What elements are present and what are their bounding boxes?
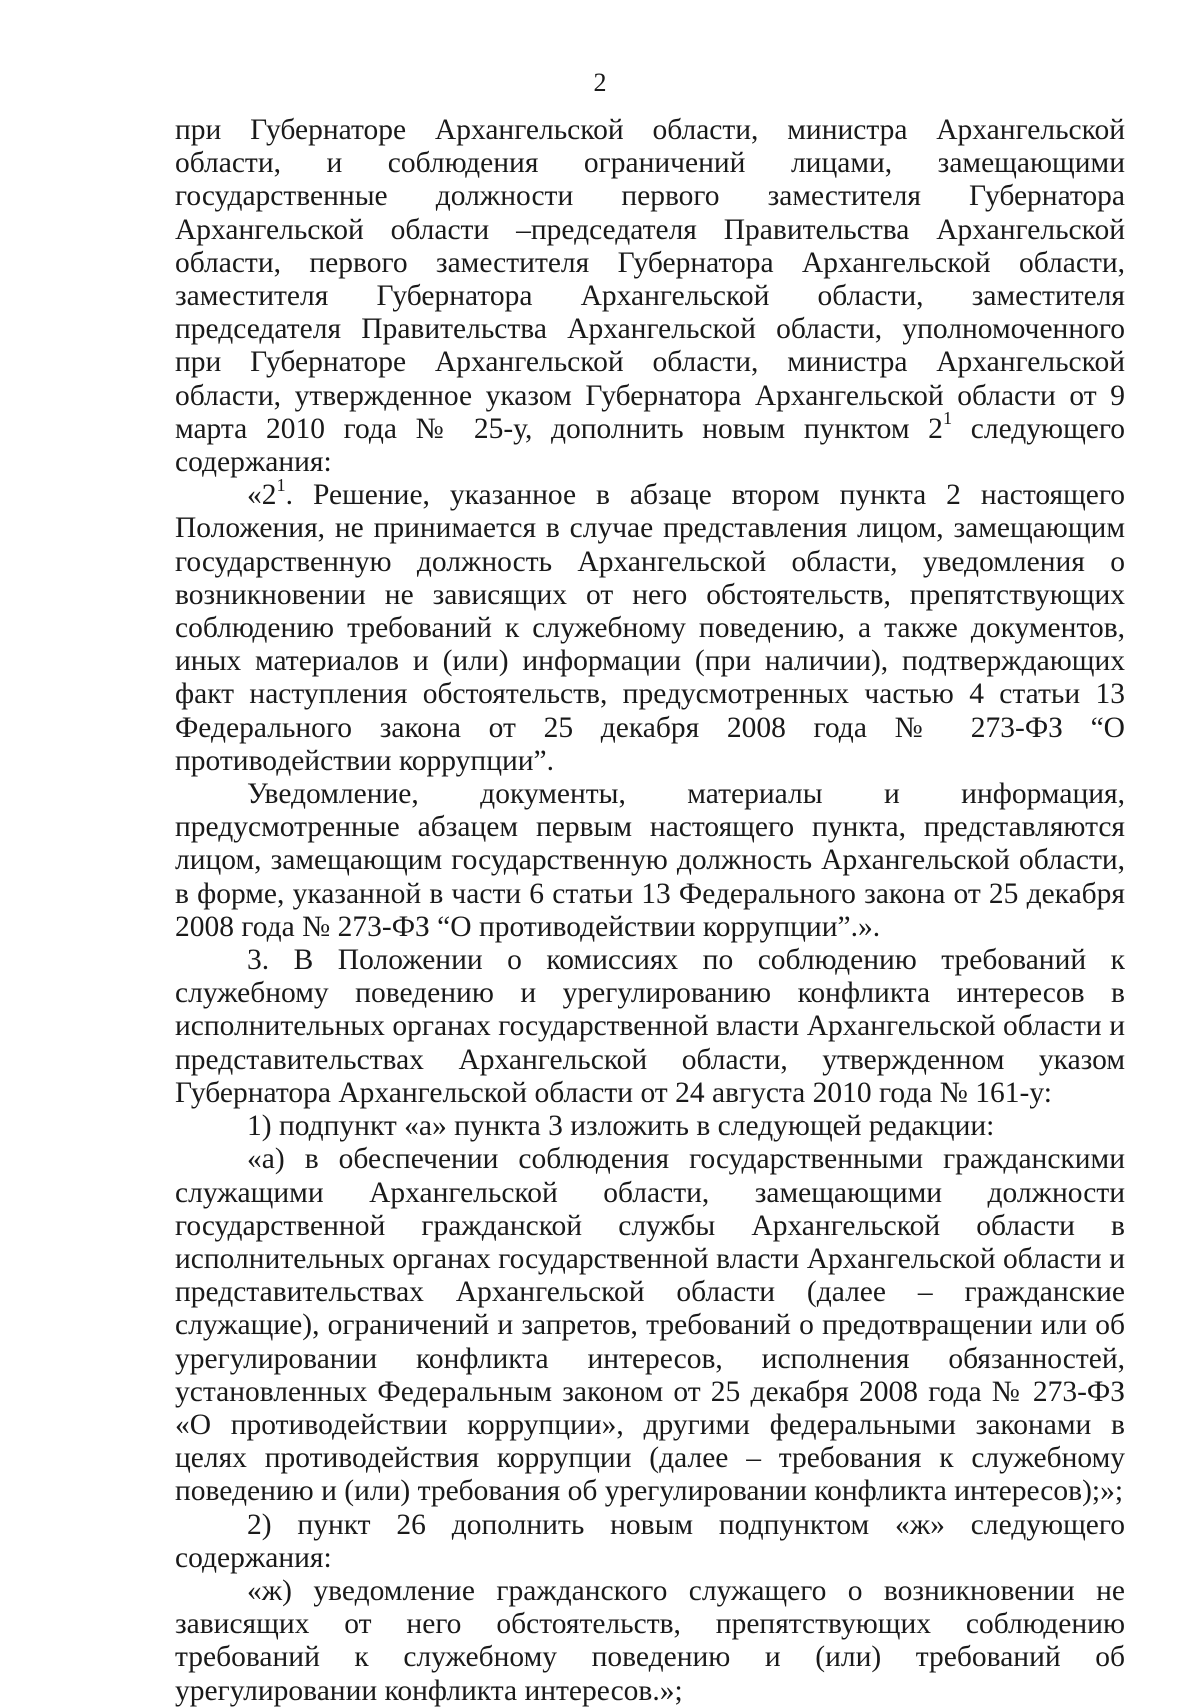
superscript: 1	[942, 408, 953, 429]
document-body	[175, 114, 1125, 1708]
paragraph-item-3: 3. В Положении о комиссиях по соблюдению требований к служебному поведению и урегулированию конфликта интересов в исполнительных органах государственной власти Архангельской области и представительствах Архангельской области, утвержденном указом Губернатора Архангельской области от 24 августа 2010 года № 161-у:	[175, 944, 1125, 1109]
paragraph-text: «2	[247, 479, 277, 512]
paragraph-text: . Решение, указанное в абзаце втором пункта 2 настоящего Положения, не принимается в случае представления лицом, замещающим государственную должность Архангельской области, уведомления о возникновении не зависящих от него обстоятельств, препятствующих соблюдению требований к служебному поведению, а также документов, иных материалов и (или) информации (при наличии), подтверждающих факт наступления обстоятельств, предусмотренных частью 4 статьи 13 Федерального закона от 25 декабря 2008 года № 273-ФЗ “О противодействии коррупции”.	[175, 479, 1125, 777]
paragraph-clause-2-1	[175, 474, 1125, 778]
paragraph-subitem-a: «а) в обеспечении соблюдения государственными гражданскими служащими Архангельской области, замещающими должности государственной гражданской службы Архангельской области в исполнительных органах государственной власти Архангельской области и представительствах Архангельской области (далее – гражданские служащие), ограничений и запретов, требований о предотвращении или об урегулировании конфликта интересов, исполнения обязанностей, установленных Федеральным законом от 25 декабря 2008 года № 273-ФЗ «О противодействии коррупции», другими федеральными законами в целях противодействия коррупции (далее – требования к служебному поведению и (или) требования об урегулировании конфликта интересов);»;	[175, 1143, 1125, 1508]
paragraph-text: при Губернаторе Архангельской области, министра Архангельской области, и соблюдения ограничений лицами, замещающими государственные должности первого заместителя Губернатора Архангельской области –председателя Правительства Архангельской области, первого заместителя Губернатора Архангельской области, заместителя Губернатора Архангельской области, заместителя председателя Правительства Архангельской области, уполномоченного при Губернаторе Архангельской области, министра Архангельской области, утвержденное указом Губернатора Архангельской области от 9 марта 2010 года № 25-у, дополнить новым пунктом 2	[175, 114, 1125, 445]
paragraph-amendment-intro	[175, 114, 1125, 479]
paragraph-subitem-1: 1) подпункт «а» пункта 3 изложить в следующей редакции:	[247, 1110, 995, 1143]
paragraph-notification: Уведомление, документы, материалы и информация, предусмотренные абзацем первым настоящего пункта, представляются лицом, замещающим государственную должность Архангельской области, в форме, указанной в части 6 статьи 13 Федерального закона от 25 декабря 2008 года № 273-ФЗ “О противодействии коррупции”.».	[175, 778, 1125, 943]
paragraph-subitem-zh: «ж) уведомление гражданского служащего о возникновении не зависящих от него обстоятельств, препятствующих соблюдению требований к служебному поведению и (или) требований об урегулировании конфликта интересов.»;	[175, 1574, 1125, 1707]
page-number: 2	[593, 68, 607, 97]
superscript: 1	[276, 474, 286, 495]
paragraph-subitem-2: 2) пункт 26 дополнить новым подпунктом «ж» следующего содержания:	[175, 1508, 1125, 1574]
paragraph-text: следующего содержания:	[175, 412, 1126, 479]
